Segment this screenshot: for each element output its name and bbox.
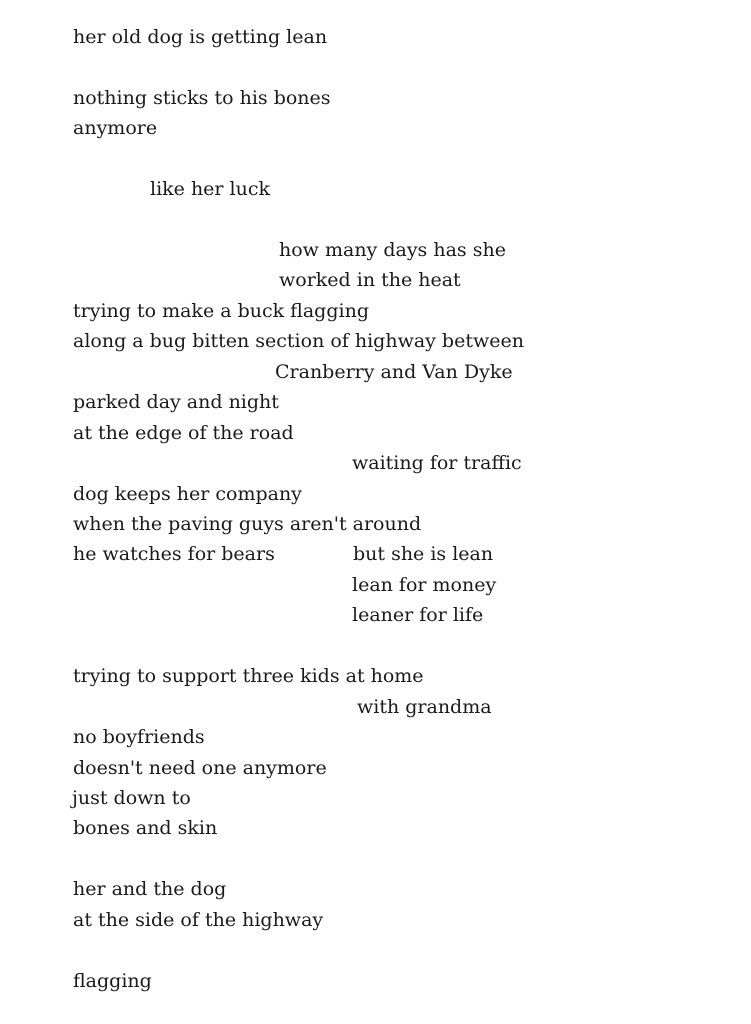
- poem-line: flagging: [73, 970, 152, 992]
- poem-line: like her luck: [150, 178, 271, 200]
- poem-line: worked in the heat: [279, 269, 461, 291]
- poem-line: trying to support three kids at home: [73, 665, 424, 687]
- poem-line: dog keeps her company: [73, 483, 302, 505]
- poem-line: trying to make a buck flagging: [73, 300, 369, 322]
- poem-line: anymore: [73, 117, 158, 139]
- poem-line: at the side of the highway: [73, 909, 324, 931]
- poem-line: doesn't need one anymore: [73, 757, 327, 779]
- poem-line: with grandma: [357, 696, 492, 718]
- poem-line: no boyfriends: [73, 726, 205, 748]
- poem-line: just down to: [72, 787, 191, 809]
- poem-line: lean for money: [352, 574, 497, 596]
- poem-line: parked day and night: [73, 391, 279, 413]
- poem-line: when the paving guys aren't around: [73, 513, 422, 535]
- poem-line: Cranberry and Van Dyke: [275, 361, 513, 383]
- poem-line: at the edge of the road: [73, 422, 294, 444]
- poem-line: nothing sticks to his bones: [73, 87, 331, 109]
- poem-line: but she is lean: [353, 543, 494, 565]
- poem-line: along a bug bitten section of highway between: [73, 330, 524, 352]
- poem-line: leaner for life: [352, 604, 484, 626]
- poem-line: how many days has she: [279, 239, 506, 261]
- poem-line: her and the dog: [73, 878, 227, 900]
- poem-line: bones and skin: [73, 817, 218, 839]
- poem-line: he watches for bears: [73, 543, 275, 565]
- poem-line: her old dog is getting lean: [73, 26, 328, 48]
- poem-line: waiting for traffic: [352, 452, 522, 474]
